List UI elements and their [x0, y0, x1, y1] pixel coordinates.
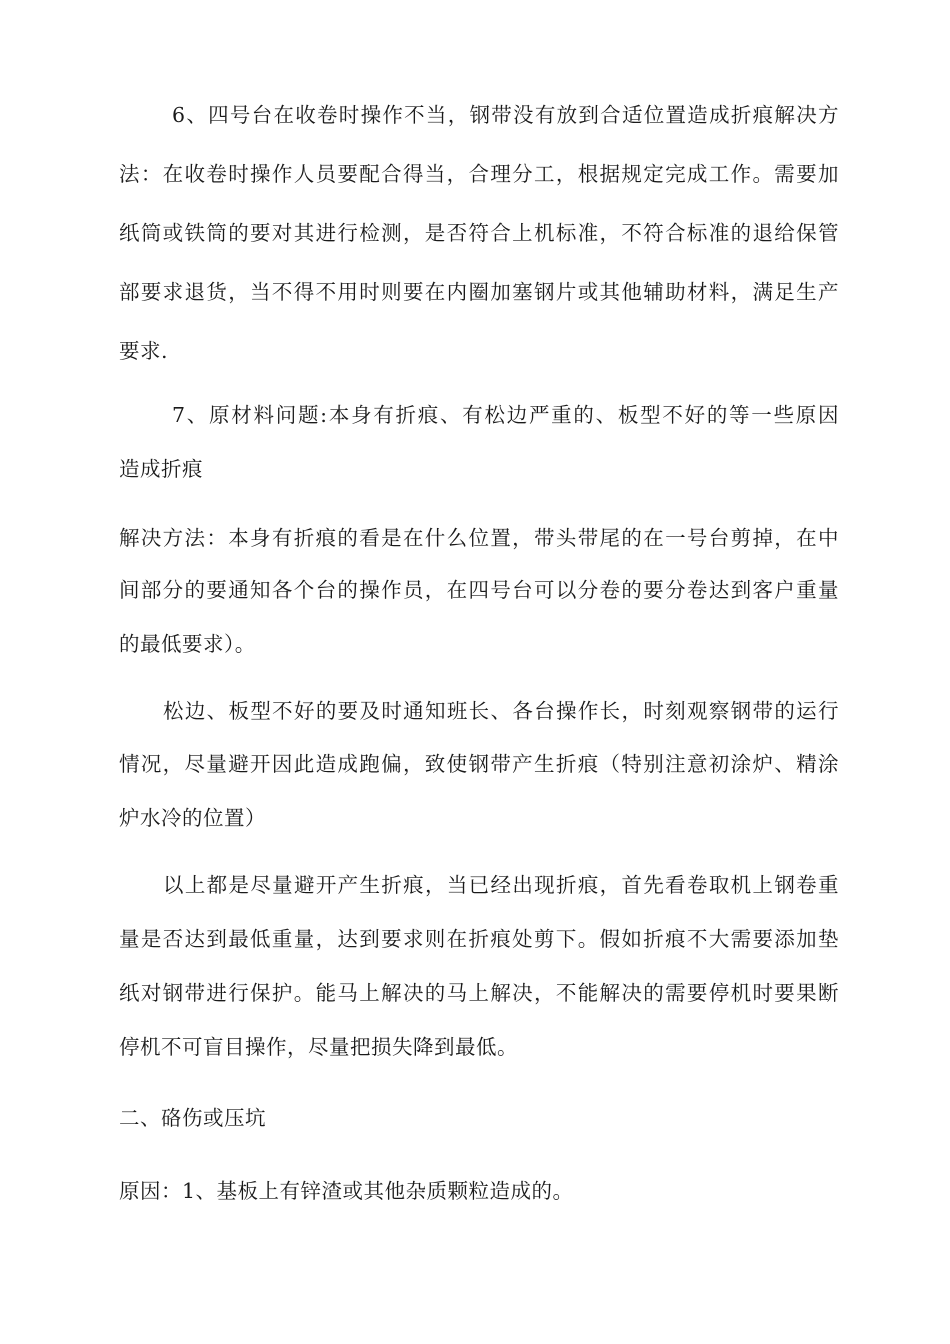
paragraph-5-line-3: 纸对钢带进行保护。能马上解决的马上解决，不能解决的需要停机时要果断 — [119, 981, 839, 1005]
paragraph-3-line-1: 解决方法：本身有折痕的看是在什么位置，带头带尾的在一号台剪掉，在中 — [119, 526, 839, 550]
paragraph-5-line-4: 停机不可盲目操作，尽量把损失降到最低。 — [119, 1035, 518, 1059]
paragraph-4-line-3: 炉水冷的位置） — [119, 806, 266, 830]
paragraph-2-line-2: 造成折痕 — [119, 457, 203, 481]
paragraph-3-line-2: 间部分的要通知各个台的操作员，在四号台可以分卷的要分卷达到客户重量 — [119, 578, 839, 602]
paragraph-4-line-2: 情况，尽量避开因此造成跑偏，致使钢带产生折痕（特别注意初涂炉、精涂 — [119, 752, 839, 776]
paragraph-3-line-3: 的最低要求）。 — [119, 632, 256, 656]
paragraph-2-line-1: 7、原材料问题:本身有折痕、有松边严重的、板型不好的等一些原因 — [172, 403, 839, 427]
paragraph-1-line-1: 6、四号台在收卷时操作不当，钢带没有放到合适位置造成折痕解决方 — [172, 103, 839, 127]
paragraph-5-line-2: 量是否达到最低重量，达到要求则在折痕处剪下。假如折痕不大需要添加垫 — [119, 927, 839, 951]
paragraph-1-line-4: 部要求退货，当不得不用时则要在内圈加塞钢片或其他辅助材料，满足生产 — [119, 280, 839, 304]
paragraph-1-line-2: 法：在收卷时操作人员要配合得当，合理分工，根据规定完成工作。需要加 — [119, 162, 839, 186]
cause-line: 原因：1、基板上有锌渣或其他杂质颗粒造成的。 — [119, 1179, 574, 1203]
paragraph-5-line-1: 以上都是尽量避开产生折痕，当已经出现折痕，首先看卷取机上钢卷重 — [163, 873, 839, 897]
section-heading: 二、硌伤或压坑 — [119, 1106, 266, 1130]
paragraph-4-line-1: 松边、板型不好的要及时通知班长、各台操作长，时刻观察钢带的运行 — [163, 699, 839, 723]
paragraph-1-line-3: 纸筒或铁筒的要对其进行检测，是否符合上机标准，不符合标准的退给保管 — [119, 221, 839, 245]
paragraph-1-line-5: 要求. — [119, 339, 169, 363]
